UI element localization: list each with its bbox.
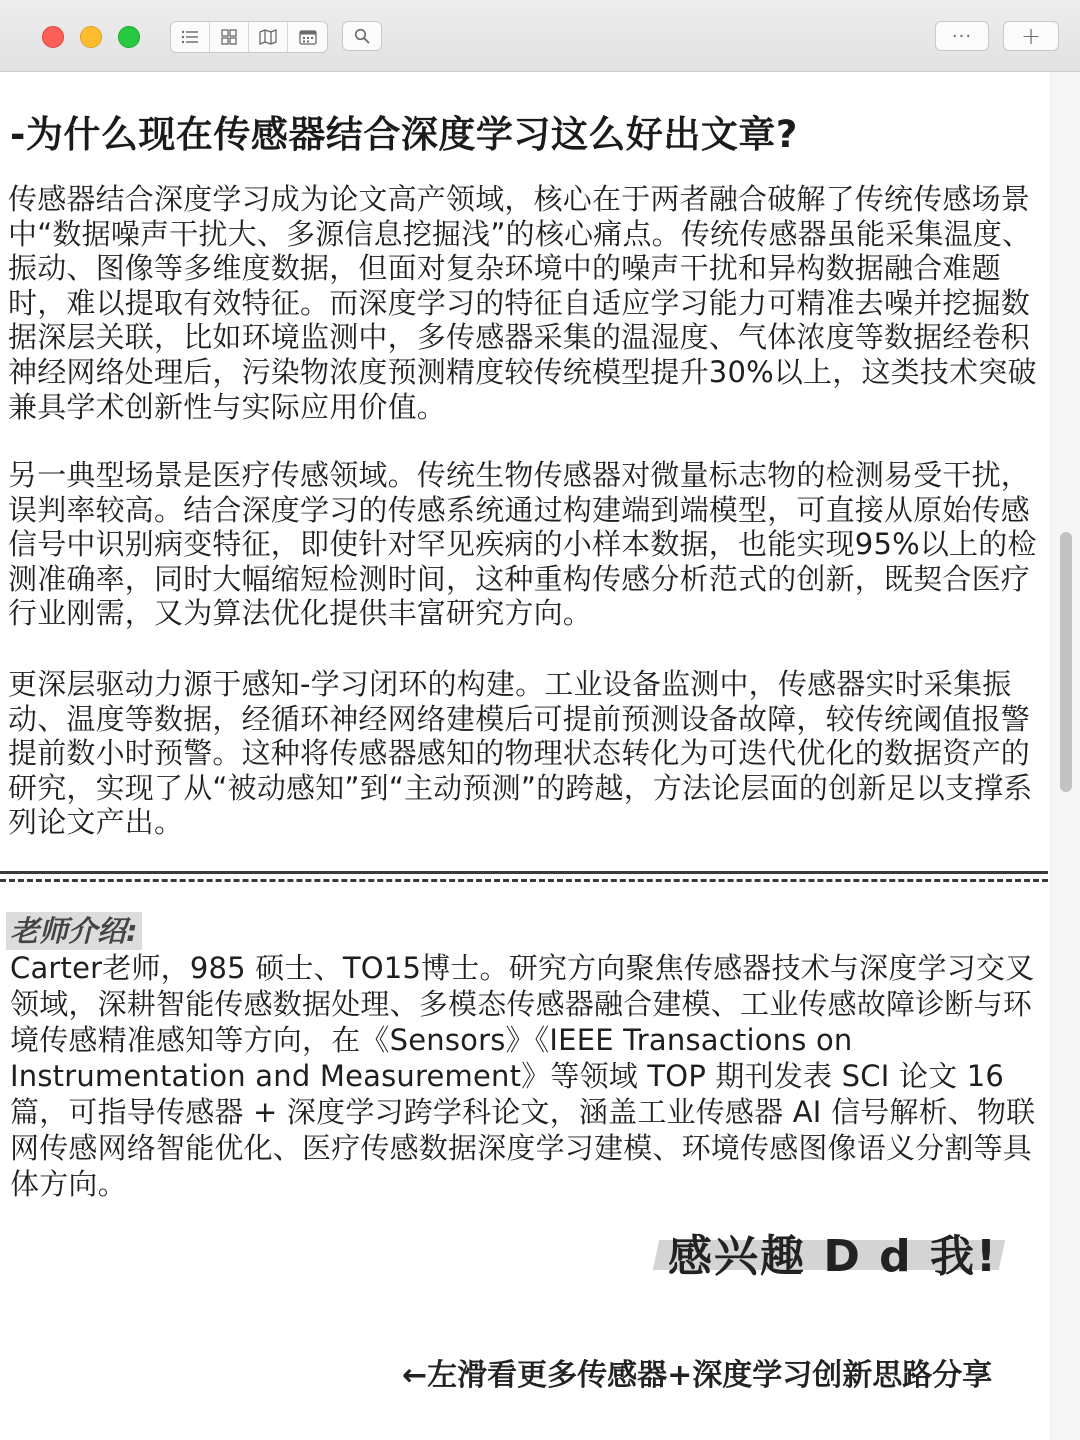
paragraph-2: 另一典型场景是医疗传感领域。传统生物传感器对微量标志物的检测易受干扰，误判率较高。结合深度学习的传感系统通过构建端到端模型，可直接从原始传感信号中识别病变特征，即使针对罕见疾病的小样本数据，也能实现95%以上的检测准确率，同时大幅缩短检测时间，这种重构传感分析范式的创新，既契合医疗行业刚需，又为算法优化提供丰富研究方向。 xyxy=(8,458,1037,631)
paragraph-1: 传感器结合深度学习成为论文高产领域，核心在于两者融合破解了传统传感场景中“数据噪声干扰大、多源信息挖掘浅”的核心痛点。传统传感器虽能采集温度、振动、图像等多维度数据，但面对复杂环境中的噪声干扰和异构数据融合难题时，难以提取有效特征。而深度学习的特征自适应学习能力可精准去噪并挖掘数据深层关联，比如环境监测中，多传感器采集的温湿度、气体浓度等数据经卷积神经网络处理后，污染物浓度预测精度较传统模型提升30%以上，这类技术突破兼具学术创新性与实际应用价值。 xyxy=(8,182,1037,424)
plus-icon: + xyxy=(1020,22,1042,50)
teacher-bio: Carter老师，985 硕士、TO15博士。研究方向聚焦传感器技术与深度学习交叉领域，深耕智能传感数据处理、多模态传感器融合建模、工业传感故障诊断与环境传感精准感知等方向，在《Sensors》《IEEE Transactions on Instrumentation and Measurement》等领域 TOP 期刊发表 SCI 论文 16 篇，可指导传感器 + 深度学习跨学科论文，涵盖工业传感器 AI 信号解析、物联网传感网络智能优化、医疗传感数据深度学习建模、环境传感图像语义分割等具体方向。 xyxy=(10,951,1036,1201)
grid-icon xyxy=(221,29,237,45)
vertical-scrollbar[interactable] xyxy=(1050,72,1080,1440)
calendar-icon xyxy=(299,29,317,45)
page-title: -为什么现在传感器结合深度学习这么好出文章? xyxy=(10,113,798,156)
contact-callout xyxy=(656,1220,1002,1280)
paragraph-3: 更深层驱动力源于感知-学习闭环的构建。工业设备监测中，传感器实时采集振动、温度等数据，经循环神经网络建模后可提前预测设备故障，较传统阈值报警提前数小时预警。这种将传感器感知的物理状态转化为可迭代优化的数据资产的研究，实现了从“被动感知”到“主动预测”的跨越，方法论层面的创新足以支撑系列论文产出。 xyxy=(8,667,1033,840)
callout-text: 感兴趣 D d 我! xyxy=(668,1231,999,1282)
close-window-button[interactable] xyxy=(42,26,64,48)
calendar-view-button[interactable] xyxy=(288,22,327,52)
minimize-window-button[interactable] xyxy=(80,26,102,48)
list-view-button[interactable] xyxy=(171,22,210,52)
more-icon: ··· xyxy=(951,25,973,47)
search-icon xyxy=(354,28,370,44)
map-icon xyxy=(259,29,277,45)
search-button[interactable] xyxy=(342,21,382,51)
divider-dashed xyxy=(0,879,1048,882)
teacher-intro-label: 老师介绍: xyxy=(6,912,142,950)
map-view-button[interactable] xyxy=(249,22,288,52)
swipe-hint: ←左滑看更多传感器+深度学习创新思路分享 xyxy=(402,1358,993,1393)
add-button[interactable] xyxy=(1003,21,1059,51)
divider-solid xyxy=(0,871,1048,874)
grid-view-button[interactable] xyxy=(210,22,249,52)
view-mode-segmented-control xyxy=(170,21,328,53)
list-icon xyxy=(181,30,199,44)
scrollbar-thumb[interactable] xyxy=(1060,532,1072,792)
note-body[interactable] xyxy=(0,72,1050,1440)
window-toolbar xyxy=(0,0,1080,72)
zoom-window-button[interactable] xyxy=(118,26,140,48)
more-options-button[interactable] xyxy=(935,21,989,51)
